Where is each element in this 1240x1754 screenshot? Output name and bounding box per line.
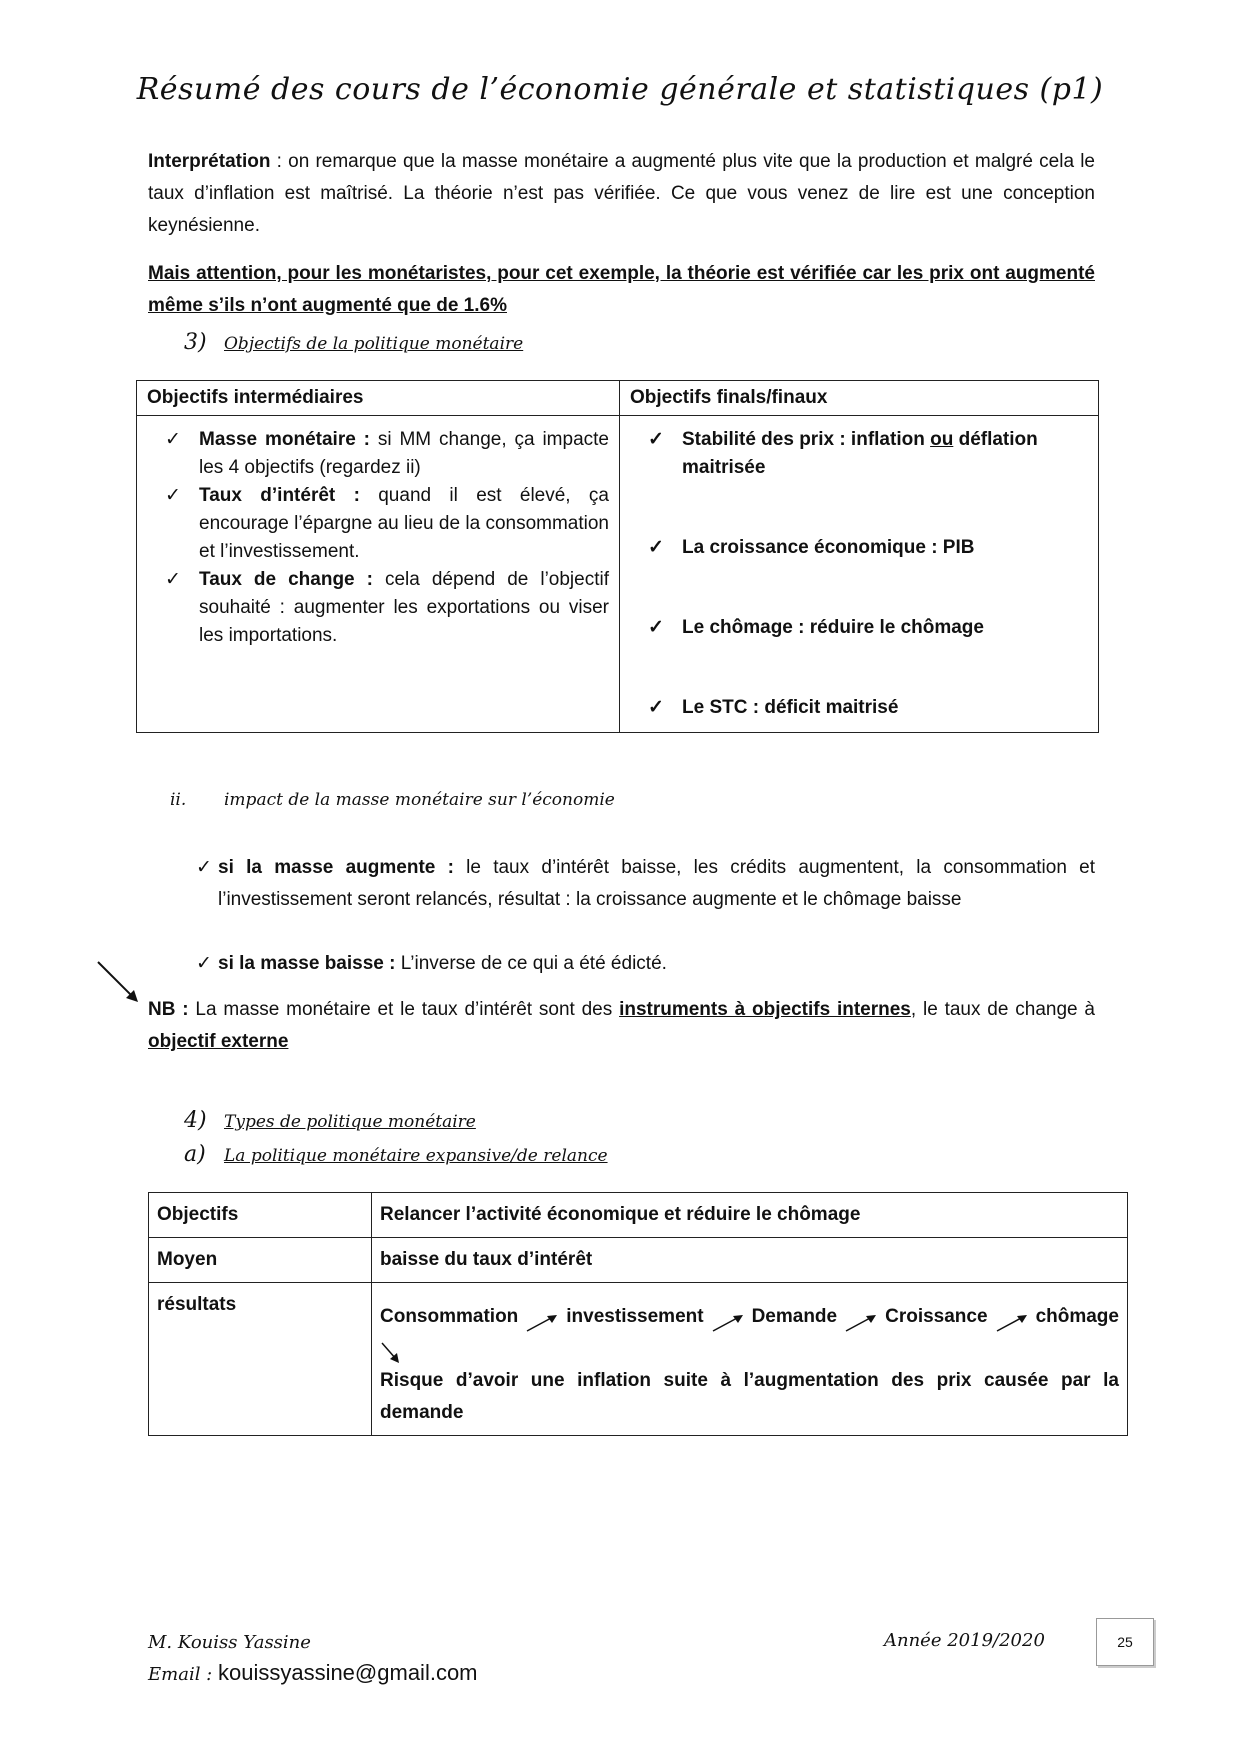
item-bold-label: Masse monétaire : — [199, 429, 370, 450]
nb-label: NB : — [148, 999, 189, 1020]
row-key: Moyen — [149, 1238, 372, 1283]
check-icon: ✓ — [648, 429, 664, 450]
interpretation-label: Interprétation — [148, 151, 271, 172]
nb-paragraph — [148, 994, 1095, 1058]
item-text: si MM change, ça impacte les 4 objectifs (regardez ii) — [199, 429, 609, 478]
arrow-up-icon — [711, 1313, 745, 1333]
item-text: quand il est élevé, ça encourage l’épargne au lieu de la consommation et l’investissement. — [199, 485, 609, 562]
section-3-number: 3) — [184, 330, 207, 355]
footer-email: kouissyassine@gmail.com — [217, 1660, 478, 1685]
chain-consommation: Consommation — [380, 1306, 519, 1327]
check-icon: ✓ — [165, 485, 181, 506]
results-chain — [380, 1301, 1119, 1365]
objectives-table — [136, 380, 1099, 733]
impact-item-decrease — [196, 948, 1095, 980]
table-row — [149, 1283, 1128, 1436]
item-text: déflation maitrisée — [682, 429, 1038, 478]
arrow-up-icon — [995, 1313, 1029, 1333]
nb-text: , le taux de change à — [910, 999, 1095, 1020]
item-underlined: ou — [930, 429, 954, 450]
arrow-up-icon — [844, 1313, 878, 1333]
final-objectives-cell — [620, 416, 1099, 733]
item-text: Le STC : déficit maitrisé — [682, 697, 899, 718]
section-4-heading — [184, 1108, 476, 1133]
list-item — [147, 566, 609, 650]
list-item — [630, 614, 1088, 642]
nb-text: La masse monétaire et le taux d’intérêt sont des — [188, 999, 620, 1020]
nb-external-objective: objectif externe — [148, 1031, 289, 1052]
list-item — [630, 534, 1088, 562]
row-value: baisse du taux d’intérêt — [372, 1238, 1128, 1283]
footer-author: M. Kouiss Yassine — [148, 1632, 311, 1653]
section-4-number: 4) — [184, 1108, 207, 1133]
row-key: résultats — [149, 1283, 372, 1436]
section-3-heading — [184, 330, 523, 355]
check-icon: ✓ — [648, 537, 664, 558]
results-cell — [372, 1283, 1128, 1436]
section-ii-heading — [170, 790, 615, 810]
arrow-down-icon — [380, 1341, 402, 1365]
list-item — [147, 482, 609, 566]
list-item — [630, 426, 1088, 482]
attention-paragraph: Mais attention, pour les monétaristes, pour cet exemple, la théorie est vérifiée car les prix ont augmenté même s’ils n’ont augmenté que de 1.6% — [148, 263, 1095, 316]
chain-croissance: Croissance — [885, 1306, 988, 1327]
interpretation-text: : on remarque que la masse monétaire a augmenté plus vite que la production et malgré cela le taux d’inflation est maîtrisé. La théorie n’est pas vérifiée. Ce que vous venez de lire est une conception keynésienne. — [148, 151, 1095, 236]
check-icon: ✓ — [165, 569, 181, 590]
section-3-title: Objectifs de la politique monétaire — [224, 334, 524, 354]
item-text: Le chômage : réduire le chômage — [682, 617, 984, 638]
expansive-policy-table — [148, 1192, 1128, 1436]
section-ii-title: impact de la masse monétaire sur l’économie — [224, 790, 615, 810]
footer-year: Année 2019/2020 — [884, 1630, 1045, 1651]
item-text: cela dépend de l’objectif souhaité : augmenter les exportations ou viser les importations. — [199, 569, 610, 646]
check-icon: ✓ — [165, 429, 181, 450]
results-note: Risque d’avoir une inflation suite à l’augmentation des prix causée par la demande — [380, 1370, 1119, 1423]
item-text: La croissance économique : PIB — [682, 537, 975, 558]
list-item — [630, 694, 1088, 722]
section-4-title: Types de politique monétaire — [224, 1112, 476, 1132]
objectives-header-intermediate: Objectifs intermédiaires — [137, 381, 620, 416]
section-ii-number: ii. — [170, 790, 187, 810]
section-4a-heading — [184, 1142, 608, 1167]
section-4a-number: a) — [184, 1142, 206, 1167]
row-key: Objectifs — [149, 1193, 372, 1238]
check-icon: ✓ — [196, 953, 212, 974]
table-row — [149, 1238, 1128, 1283]
check-icon: ✓ — [196, 857, 212, 878]
page-number: 25 — [1096, 1618, 1154, 1666]
section-4a-title: La politique monétaire expansive/de relance — [224, 1146, 608, 1166]
chain-investissement: investissement — [566, 1306, 704, 1327]
interpretation-paragraph — [148, 146, 1095, 242]
objectives-header-final: Objectifs finals/finaux — [620, 381, 1099, 416]
item-bold-label: Taux de change : — [199, 569, 373, 590]
page-title: Résumé des cours de l’économie générale et statistiques (p1) — [136, 72, 1104, 107]
impact-item-increase — [196, 852, 1095, 916]
chain-chomage: chômage — [1035, 1306, 1119, 1327]
chain-demande: Demande — [751, 1306, 838, 1327]
check-icon: ✓ — [648, 697, 664, 718]
intermediate-objectives-cell — [137, 416, 620, 733]
arrow-up-icon — [525, 1313, 559, 1333]
item-bold-label: si la masse baisse : — [218, 953, 396, 974]
item-bold-label: si la masse augmente : — [218, 857, 454, 878]
footer-email-line — [148, 1660, 478, 1686]
intermediate-objectives-list — [147, 426, 609, 650]
list-item — [147, 426, 609, 482]
check-icon: ✓ — [648, 617, 664, 638]
item-text: Stabilité des prix : inflation — [682, 429, 931, 450]
footer-email-label: Email : — [148, 1664, 218, 1685]
pointer-arrow-icon — [96, 960, 142, 1006]
table-row — [149, 1193, 1128, 1238]
nb-internal-instruments: instruments à objectifs internes — [619, 999, 911, 1020]
item-text: le taux d’intérêt baisse, les crédits augmentent, la consommation et l’investissement seront relancés, résultat : la croissance augmente et le chômage baisse — [218, 857, 1095, 910]
final-objectives-list — [630, 426, 1088, 722]
row-value: Relancer l’activité économique et réduire le chômage — [372, 1193, 1128, 1238]
item-text: L’inverse de ce qui a été édicté. — [395, 953, 667, 974]
item-bold-label: Taux d’intérêt : — [199, 485, 360, 506]
